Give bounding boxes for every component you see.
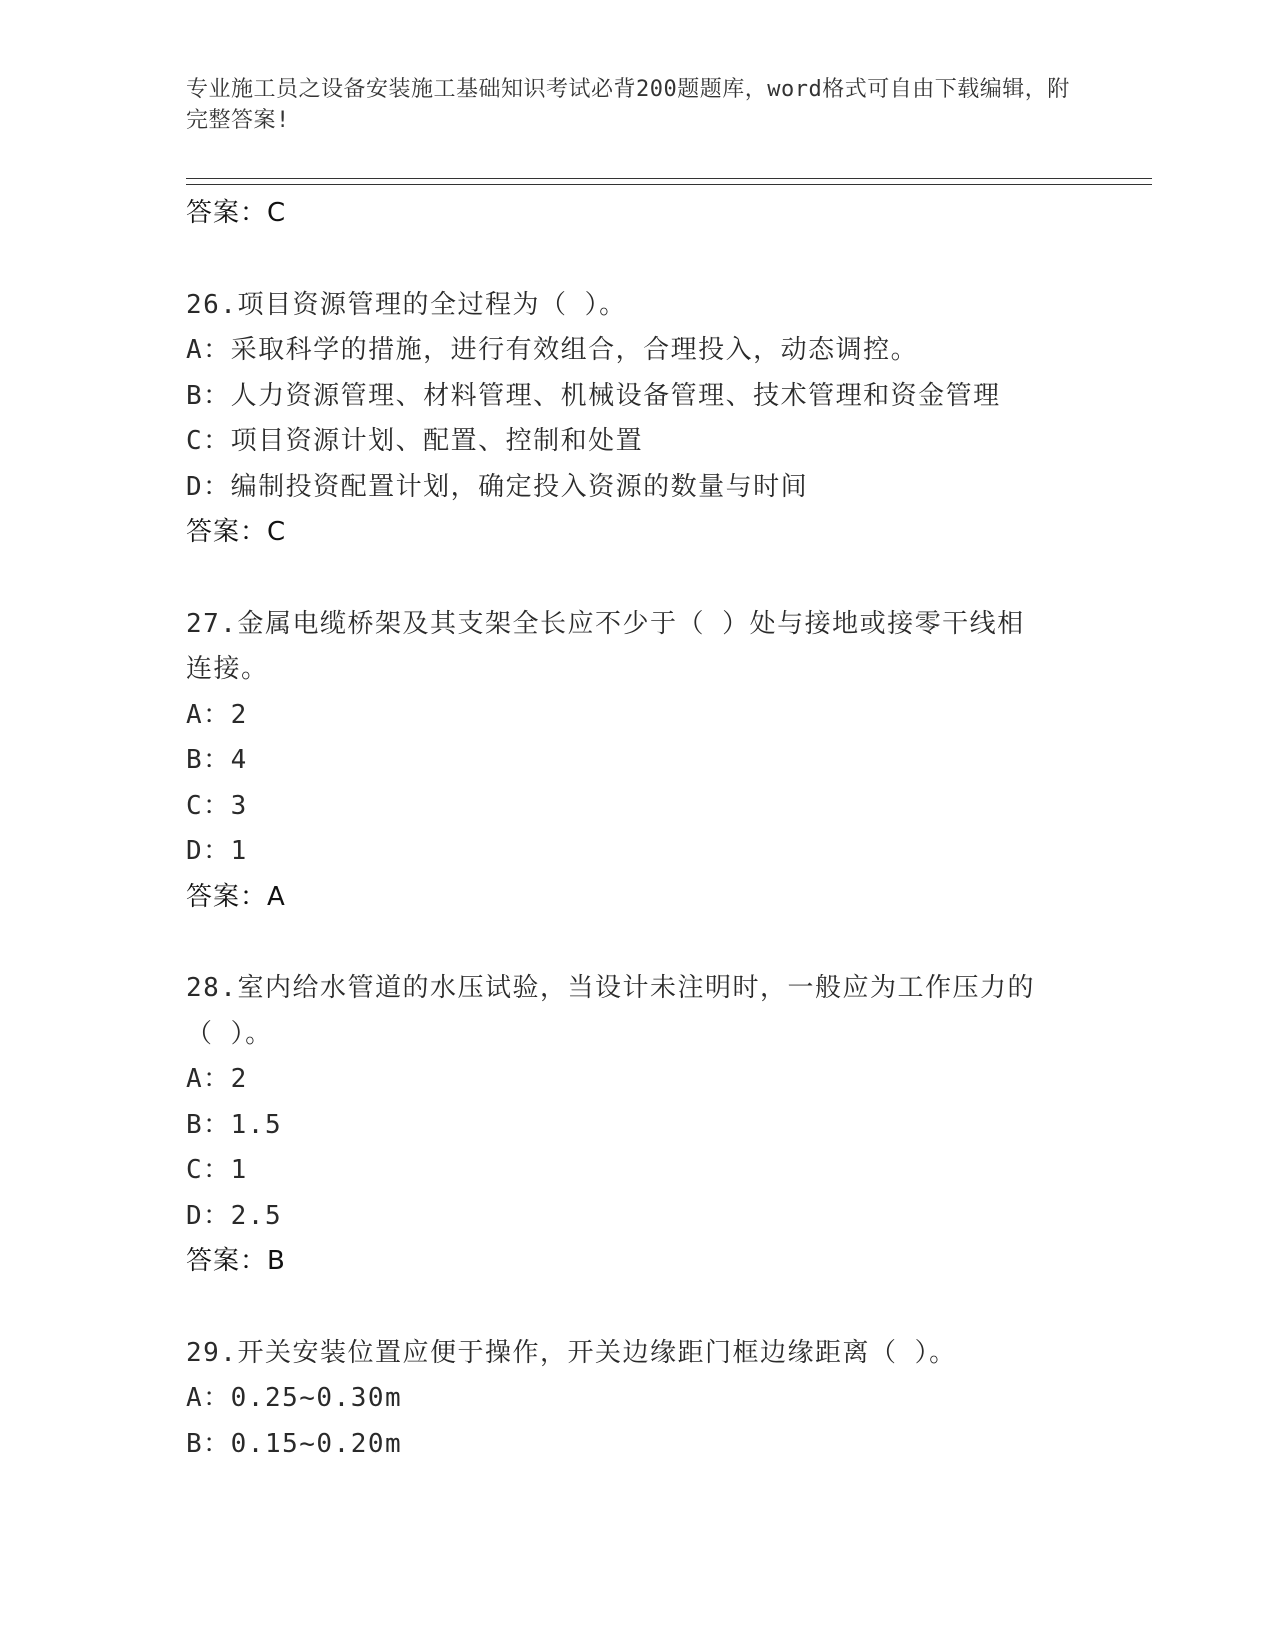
- question-stem: 26.项目资源管理的全过程为（ ）。: [186, 289, 627, 320]
- answer-line: 答案：C: [186, 517, 287, 547]
- option-b: B：4: [186, 745, 248, 775]
- option-a: A：采取科学的措施，进行有效组合，合理投入，动态调控。: [186, 335, 919, 365]
- question-27: [186, 602, 1086, 921]
- question-stem: 28.室内给水管道的水压试验，当设计未注明时，一般应为工作压力的（ ）。: [186, 973, 1035, 1049]
- answer-line: 答案：C: [186, 198, 287, 228]
- option-d: D：1: [186, 836, 248, 866]
- option-c: C：项目资源计划、配置、控制和处置: [186, 426, 644, 456]
- header-divider-top: [186, 178, 1152, 179]
- spacer: [186, 1285, 1086, 1331]
- option-a: A：2: [186, 1064, 248, 1094]
- answer-line: 答案：B: [186, 1246, 286, 1276]
- option-b: B：人力资源管理、材料管理、机械设备管理、技术管理和资金管理: [186, 380, 1001, 411]
- question-29: [186, 1331, 1086, 1468]
- option-a: A：0.25~0.30m: [186, 1383, 403, 1413]
- option-d: D：2.5: [186, 1200, 283, 1231]
- spacer: [186, 920, 1086, 966]
- answer-line: 答案：A: [186, 881, 286, 912]
- option-b: B：0.15~0.20m: [186, 1428, 403, 1459]
- question-28: [186, 966, 1086, 1285]
- spacer: [186, 556, 1086, 602]
- question-stem: 29.开关安装位置应便于操作，开关边缘距门框边缘距离（ ）。: [186, 1337, 957, 1368]
- header-divider-bottom: [186, 184, 1152, 185]
- option-d: D：编制投资配置计划，确定投入资源的数量与时间: [186, 471, 809, 502]
- option-b: B：1.5: [186, 1109, 283, 1140]
- option-c: C：3: [186, 790, 248, 821]
- question-list: [186, 191, 1086, 1467]
- spacer: [186, 237, 1086, 283]
- option-a: A：2: [186, 699, 248, 730]
- question-26: [186, 283, 1086, 556]
- option-c: C：1: [186, 1155, 248, 1185]
- question-stem: 27.金属电缆桥架及其支架全长应不少于（ ）处与接地或接零干线相连接。: [186, 608, 1025, 684]
- document-header: 专业施工员之设备安装施工基础知识考试必背200题题库，word格式可自由下载编辑，附完整答案!: [186, 77, 1070, 133]
